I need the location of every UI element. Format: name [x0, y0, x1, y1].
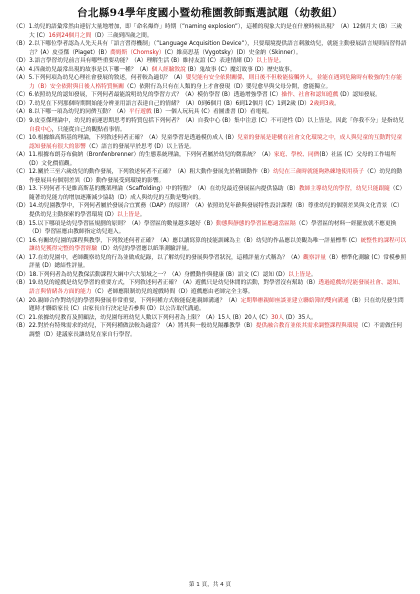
question-text: 11.根據布朗芬布倫納（Bronfenbrenner）的生態系統理論，下列何者屬於幼兒的微系統？（A） — [28, 152, 274, 159]
answer-key: （D） — [13, 58, 30, 65]
question-item — [13, 40, 407, 57]
question-text: 4.四歲幼兒最常出現的故事是以下哪一種？（A） — [28, 66, 152, 73]
question-text-tail: (D）認知發展。 — [338, 92, 381, 99]
question-item — [13, 220, 407, 237]
question-item — [13, 134, 407, 151]
question-item — [13, 279, 407, 296]
answer-highlight: 16到24個月之間 — [48, 32, 92, 39]
question-item — [13, 74, 407, 91]
question-text-tail: 。 — [334, 100, 340, 107]
question-item — [13, 108, 407, 117]
answer-key: （D） — [13, 118, 30, 125]
question-text-tail: （C）隨著幼兒能力的增加逐漸減少協助（D）成人與幼兒的互動是雙向的。 — [29, 186, 406, 201]
answer-key: （B） — [13, 220, 29, 227]
question-item — [13, 202, 407, 219]
question-text: 17.在幼兒園中，老師觀察幼兒的行為並做成紀錄，以了解幼兒的發展與學習狀況，這種評量方式稱為？（A） — [28, 254, 304, 261]
answer-highlight: 動態與靜態的學習區應適當區隔 — [216, 220, 296, 227]
question-item — [13, 57, 407, 66]
question-item — [13, 100, 407, 109]
question-item — [13, 168, 407, 185]
answer-key: （D） — [13, 203, 30, 210]
answer-highlight: 30人 — [271, 314, 284, 321]
question-text-tail: 。 — [139, 212, 146, 219]
question-text: 21.依據幼兒教育及照顧法，幼兒園每班幼兒人數以下列何者為上限？（A）15人 (B）20人 (C） — [28, 314, 272, 321]
answer-key: （C） — [13, 92, 29, 99]
question-text: 14.幼兒園教學中，下列何者屬於發展合宜實務（DAP）的原則？（A）依照幼兒年齡與發展特性設計課程（B）尊重幼兒的個別差異與文化背景（C）提供幼兒主動探索的學習環境 (D） — [29, 203, 403, 219]
question-text-tail: （D）三歲到四歲之間。 — [91, 32, 153, 39]
question-item — [13, 91, 407, 100]
answer-key: （A） — [13, 152, 29, 159]
question-item — [13, 66, 407, 75]
question-text-tail: 。 — [310, 271, 317, 278]
page-footer: 第 1 頁，共 4 頁 — [188, 582, 232, 588]
answer-highlight: 個人經驗敘說 — [151, 66, 186, 73]
answer-key: （B） — [13, 280, 29, 287]
answer-highlight: 以上皆是 — [288, 271, 311, 278]
question-text-tail: （C）不需做任何調整（D）建議家長讓幼兒在家自行學習。 — [29, 323, 403, 338]
question-list — [13, 23, 407, 339]
answer-highlight: 自我中心 — [29, 126, 52, 133]
answer-key: （C） — [13, 135, 29, 142]
question-text: 8.以下哪一項為幼兒的同儕互動？（A） — [28, 109, 129, 116]
question-item — [13, 322, 407, 339]
answer-key: （B） — [13, 41, 29, 48]
answer-highlight: 提供融合教育並依其需求調整課程與環境 — [255, 323, 359, 330]
question-text-tail: (D）35人。 — [284, 314, 317, 321]
question-text: 19.幼兒的遊戲是幼兒學習的重要方式，下列敘述何者正確？（A）遊戲只是幼兒休閒的活動，對學習沒有幫助（B） — [28, 280, 319, 287]
answer-highlight: 教師主導幼兒的學習，幼兒只能跟隨 — [298, 186, 390, 193]
answer-key: （A） — [13, 297, 29, 304]
question-text: 9.皮亞傑理論中，幼兒的前運思期思考的特質包括下列何者？（A）自我中心 (B）集中注意 (C）不可逆性 (D）以上皆是，因此「你我不分」是指幼兒 — [29, 118, 404, 125]
question-text-tail: （C）語言的發展早於思考 (D）以上皆是。 — [85, 143, 195, 150]
answer-highlight: 以上皆是 — [256, 58, 279, 65]
question-text-tail: 。 — [278, 58, 285, 65]
answer-key: （A） — [13, 66, 29, 73]
question-text-tail: （C）學習區的材料一經擺放就不應更換（D）學習區應由教師指定幼兒進入。 — [29, 220, 397, 236]
question-item — [13, 23, 407, 40]
answer-highlight: 以上皆是 — [117, 212, 140, 219]
question-text: 10.根據維高斯基的理論，下列敘述何者正確？（A）兒童學習是透過模仿成人 (B） — [28, 135, 238, 142]
answer-highlight: 觀察評量 — [303, 254, 326, 261]
answer-highlight: 平行遊戲 — [128, 109, 152, 116]
answer-highlight: 定期舉辦親師座談並建立聯絡簿的雙向溝通 — [240, 297, 349, 304]
question-text-tail: （B）只在幼兒發生問題時才聯絡家長 (C）由家長自行決定是否參與 (D）以公告取代溝通。 — [29, 297, 404, 313]
question-text-tail: （C）幼兒的動作發展具有個別差異（D）動作發展受到環境的影響。 — [29, 169, 403, 184]
question-text-tail: (B）鬼故事 (C）魔幻故事 (D）歷史故事。 — [185, 66, 296, 73]
answer-key: （B） — [13, 186, 29, 193]
answer-key: （B） — [13, 323, 29, 330]
answer-key: （A） — [13, 254, 29, 261]
answer-key: （C） — [13, 24, 29, 30]
question-text: 15.以下哪項是幼兒學習區規劃的原則？（A）學習區的數量越多越好（B） — [28, 220, 217, 227]
question-text: 22.對於有特殊需求的幼兒，下列何種做法較為適當？（A）將其與一般幼兒隔離教學（B） — [28, 323, 256, 330]
answer-key: （D） — [13, 271, 30, 278]
question-text: 1.幼兒的語彙常然由連衍大量地增加，即「命名爆炸」時期（”naming explosion”），這種的現象大約是在什麼時候出現？（A）12個月大 (B）三歲大 (C） — [28, 24, 402, 39]
question-text: 18.下列何者為幼兒教保活動課程大綱中六大領域之一？（A）身體動作與健康 (B）語文 (C）認知 (D） — [29, 271, 289, 278]
question-text-tail: （C）依附行為只有在人類的身上才會發現（D）嬰兒愈早與父母分開，愈能獨立。 — [123, 83, 332, 90]
answer-key: （C） — [13, 237, 29, 244]
answer-key: （C） — [13, 169, 29, 176]
question-text-tail: （D）幼兒的學習應以紙筆測驗評量。 — [97, 246, 193, 253]
answer-highlight: 嬰兒能有安全依附關係，則日後不但較能接觸外人，並能在遇到危險時有較強的生存能力（B）安全依附與日後人格特質無關 — [29, 75, 402, 90]
question-text-tail: ，只能從自己的觀點看事情。 — [51, 126, 126, 133]
answer-highlight: 喬姆斯（Chomsky） — [110, 49, 165, 56]
question-item — [13, 297, 407, 314]
question-item — [13, 314, 407, 323]
answer-highlight: 2歲到3歲 — [309, 100, 335, 107]
answer-key: （A） — [13, 109, 29, 116]
answer-highlight: 幼兒在三歲時就能夠熟練地使用筷子 — [273, 169, 364, 176]
answer-key: （A） — [13, 75, 29, 82]
question-text: 7.幼兒在下列那個時期開始能分辨並用語言表達自己的情緒？（A）0到6個月 (B）6到12個月 (C）1到2歲 (D） — [29, 100, 310, 107]
answer-highlight: 統整性的課程可以讓幼兒獲得完整的學習經驗 — [29, 237, 407, 253]
question-text: 5.下列何項為幼兒心理社會發展的敘述，何者較為適切？（A） — [28, 75, 186, 82]
answer-highlight: 透過遊戲幼兒能發展社會、認知、語言與情緒各方面的能力 — [29, 280, 404, 295]
answer-key: （D） — [13, 100, 30, 107]
question-text-tail: （C）老師應限制幼兒的遊戲時間（D）遊戲應由老師完全主導。 — [91, 288, 254, 295]
answer-highlight: 兒童的發展是建構在社會文化環境之中，成人與兒童的互動對兒童認知發展有很大的影響 — [29, 135, 403, 150]
question-text: 13.下列何者不是維高斯基的鷹架理論（Scaffolding）中的特點？（A）在幼兒最近發展區內提供協助（B） — [28, 186, 299, 193]
question-text-tail: (C）維高思基（Vygotsky）(D）史金納（Skinner）。 — [164, 49, 302, 56]
question-item — [13, 254, 407, 271]
question-text: 6.依照幼兒的認知發展，下列何者最能說明幼兒的學習方式？（A）模仿學習 (B）透過增強學習 (C） — [28, 92, 282, 99]
answer-key: （C） — [13, 314, 29, 321]
question-text: 3.語言學習幼兒前言具有哪些重要功能？（A）理解生活 (B）維持友誼 (C）表達情緒 (D） — [29, 58, 257, 65]
answer-highlight: 家庭、學校、同儕 — [273, 152, 320, 159]
question-item — [13, 271, 407, 280]
question-text: 20.親師合作對幼兒的學習與發展非常重要，下列何種方式較能促進親師溝通？（A） — [28, 297, 241, 304]
answer-highlight: 操作、社會和認知遊戲 — [281, 92, 339, 99]
question-item — [13, 237, 407, 254]
question-text: 12.關於三至六歲幼兒的動作發展，下列敘述何者不正確？（A）粗大動作發展先於精細動作（B） — [28, 169, 273, 176]
question-text-tail: （B）標準化測驗 (C）常模參照評量 (D）總結性評量。 — [29, 254, 407, 270]
question-item — [13, 151, 407, 168]
question-text: 16.有關幼兒園的課程與教學，下列敘述何者正確？（A）應以讀寫算的技能訓練為主（B）幼兒的作品應以美觀為唯一評量標準 (C） — [28, 237, 361, 244]
question-text-tail: (B）社區 (C）父母的工作場所 (D）文化價值觀。 — [29, 152, 397, 167]
question-text-tail: (B）一個人玩玩具 (C）看圖畫書 (D）看電視。 — [151, 109, 273, 116]
question-item — [13, 117, 407, 134]
exam-title: 台北縣94學年度國小暨幼稚園教師甄選試題（幼教組） — [76, 7, 344, 19]
question-item — [13, 185, 407, 202]
question-text: 2.以下哪位學者認為人先天具有「語言習得機制」（”Language Acquisition Device”），只要環境提供語言刺激幼兒，就能主動發展語言規則而習得語言？(A）皮亞傑（Piaget）(B） — [28, 41, 407, 56]
